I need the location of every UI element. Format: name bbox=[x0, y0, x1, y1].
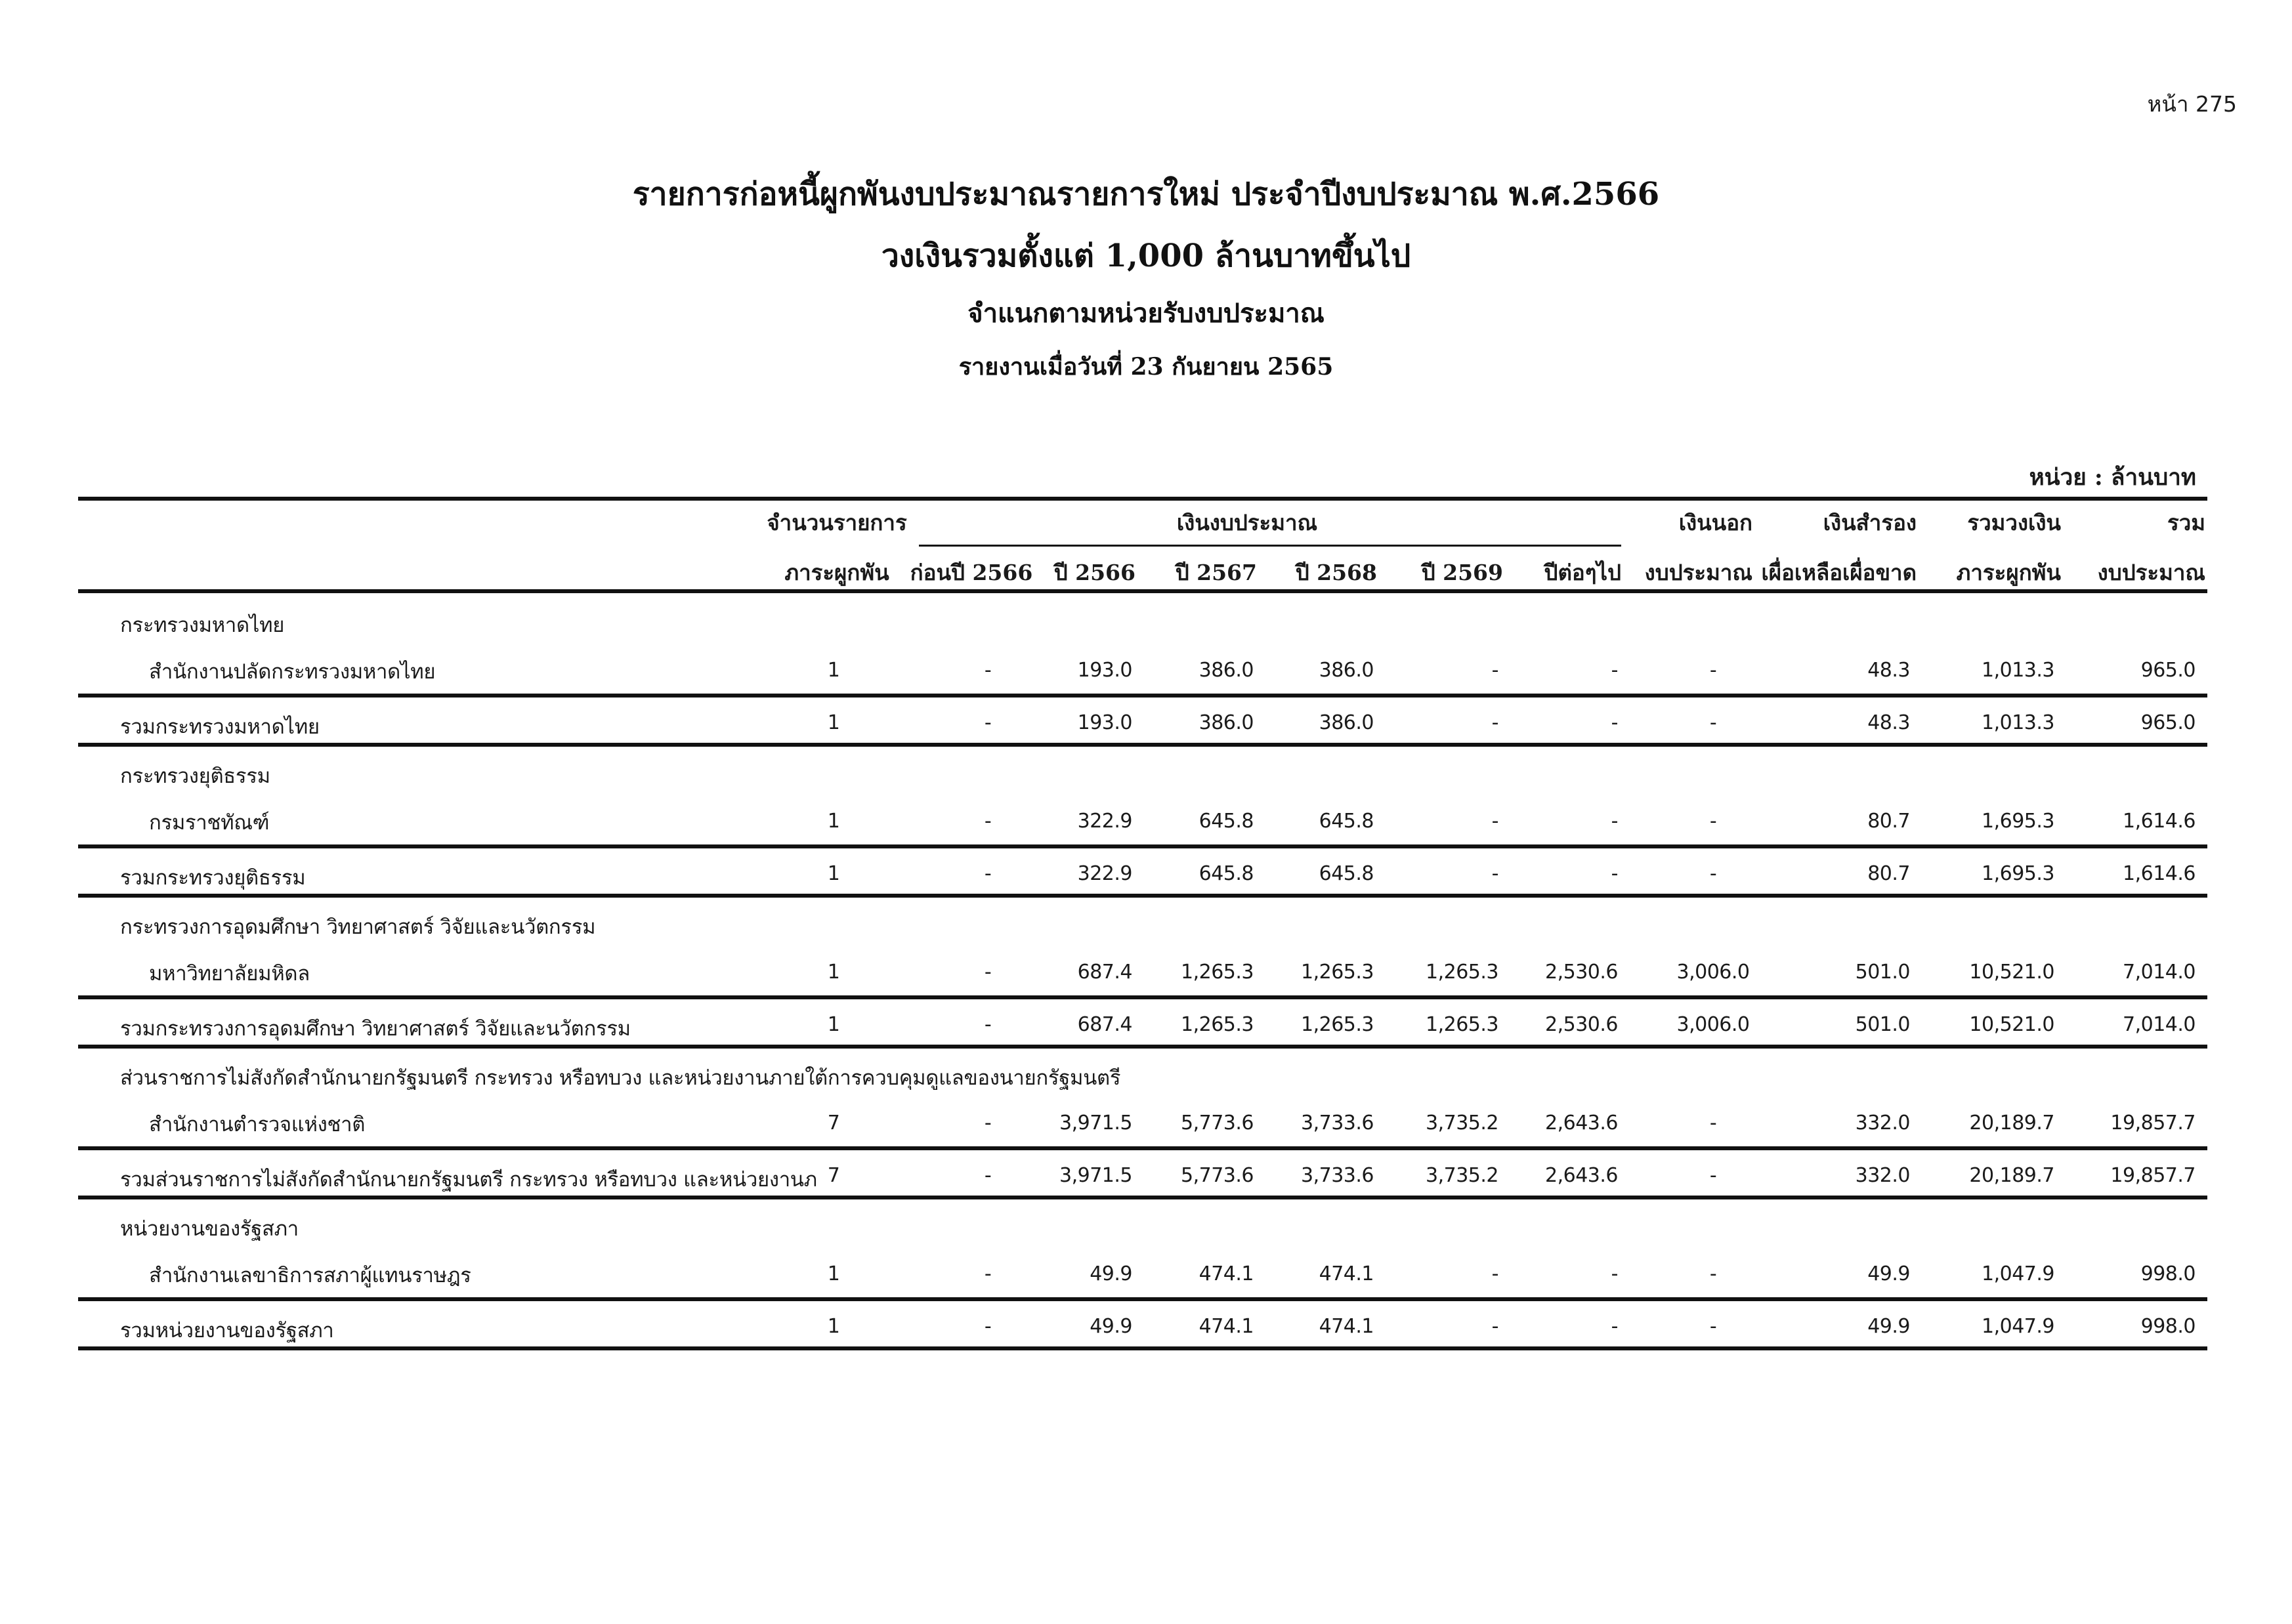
agency-value-before-2566: - bbox=[984, 961, 992, 984]
ministry-total-name: รวมกระทรวงยุติธรรม bbox=[120, 866, 306, 890]
agency-value-year-2568: 3,733.6 bbox=[1300, 1112, 1374, 1135]
ministry-total-name: รวมกระทรวงการอุดมศึกษา วิทยาศาสตร์ วิจัยและนวัตกรรม bbox=[120, 1017, 631, 1041]
subtotal-top-rule bbox=[78, 1297, 2207, 1301]
ministry-total-value-before-2566: - bbox=[984, 711, 992, 734]
subtotal-bottom-rule bbox=[78, 1196, 2207, 1199]
ministry-name: ส่วนราชการไม่สังกัดสำนักนายกรัฐมนตรี กระทรวง หรือทบวง และหน่วยงานภายใต้การควบคุมดูแลของนายกรัฐมนตรี bbox=[120, 1066, 1121, 1090]
agency-value-year-2567: 1,265.3 bbox=[1180, 961, 1254, 984]
ministry-total-value-year-2567: 1,265.3 bbox=[1180, 1013, 1254, 1036]
ministry-total-value-off-budget: 3,006.0 bbox=[1676, 1013, 1750, 1036]
agency-value-total-obligation: 10,521.0 bbox=[1969, 961, 2054, 984]
agency-name: มหาวิทยาลัยมหิดล bbox=[149, 962, 310, 986]
agency-value-year-2567: 474.1 bbox=[1199, 1262, 1254, 1285]
header-year-2567: ปี 2567 bbox=[1175, 560, 1257, 585]
agency-value-year-2566: 193.0 bbox=[1077, 659, 1132, 682]
ministry-total-value-year-2566: 687.4 bbox=[1077, 1013, 1132, 1036]
ministry-total-value-year-2568: 474.1 bbox=[1319, 1315, 1374, 1338]
agency-value-count: 7 bbox=[827, 1112, 840, 1135]
ministry-total-value-off-budget: - bbox=[1709, 711, 1717, 734]
agency-value-year-2567: 645.8 bbox=[1199, 810, 1254, 833]
agency-value-count: 1 bbox=[827, 659, 840, 682]
agency-value-total-obligation: 1,013.3 bbox=[1981, 659, 2054, 682]
agency-value-count: 1 bbox=[827, 961, 840, 984]
ministry-total-value-reserve: 501.0 bbox=[1855, 1013, 1910, 1036]
agency-value-later-years: 2,530.6 bbox=[1544, 961, 1618, 984]
ministry-total-value-later-years: - bbox=[1611, 1315, 1618, 1338]
agency-value-total-budget: 1,614.6 bbox=[2122, 810, 2196, 833]
agency-value-total-budget: 998.0 bbox=[2140, 1262, 2196, 1285]
header-year-2569: ปี 2569 bbox=[1421, 560, 1503, 585]
agency-value-year-2569: 3,735.2 bbox=[1425, 1112, 1498, 1135]
table-top-rule bbox=[78, 497, 2207, 501]
agency-value-later-years: - bbox=[1611, 1262, 1618, 1285]
ministry-total-value-count: 1 bbox=[827, 711, 840, 734]
agency-value-reserve: 49.9 bbox=[1867, 1262, 1910, 1285]
ministry-total-name: รวมส่วนราชการไม่สังกัดสำนักนายกรัฐมนตรี กระทรวง หรือทบวง และหน่วยงานภ bbox=[120, 1168, 817, 1192]
ministry-total-value-year-2566: 3,971.5 bbox=[1059, 1164, 1132, 1187]
subtotal-bottom-rule bbox=[78, 743, 2207, 747]
ministry-name: กระทรวงมหาดไทย bbox=[120, 614, 285, 637]
ministry-total-value-total-obligation: 1,695.3 bbox=[1981, 862, 2054, 885]
header-year-2568: ปี 2568 bbox=[1295, 560, 1377, 585]
agency-value-reserve: 80.7 bbox=[1867, 810, 1910, 833]
ministry-total-value-year-2569: - bbox=[1491, 1315, 1498, 1338]
ministry-total-value-count: 1 bbox=[827, 862, 840, 885]
header-reserve-line2: เผื่อเหลือเผื่อขาด bbox=[1761, 560, 1917, 585]
ministry-total-value-reserve: 49.9 bbox=[1867, 1315, 1910, 1338]
subtotal-top-rule bbox=[78, 1146, 2207, 1150]
header-count-line2: ภาระผูกพัน bbox=[784, 560, 889, 585]
ministry-total-value-total-budget: 965.0 bbox=[2140, 711, 2196, 734]
ministry-total-value-before-2566: - bbox=[984, 1013, 992, 1036]
ministry-total-value-off-budget: - bbox=[1709, 862, 1717, 885]
agency-value-before-2566: - bbox=[984, 659, 992, 682]
header-total-budget-line1: รวม bbox=[2167, 510, 2205, 535]
ministry-total-value-total-budget: 998.0 bbox=[2140, 1315, 2196, 1338]
header-offbudget-line2: งบประมาณ bbox=[1644, 560, 1752, 585]
report-date: รายงานเมื่อวันที่ 23 กันยายน 2565 bbox=[958, 353, 1334, 381]
header-year-2566: ปี 2566 bbox=[1053, 560, 1135, 585]
unit-label: หน่วย : ล้านบาท bbox=[2029, 464, 2196, 491]
agency-value-year-2566: 687.4 bbox=[1077, 961, 1132, 984]
ministry-total-value-year-2566: 193.0 bbox=[1077, 711, 1132, 734]
ministry-total-value-before-2566: - bbox=[984, 1315, 992, 1338]
subtotal-bottom-rule bbox=[78, 894, 2207, 898]
agency-value-total-budget: 965.0 bbox=[2140, 659, 2196, 682]
agency-value-reserve: 332.0 bbox=[1855, 1112, 1910, 1135]
ministry-name: กระทรวงการอุดมศึกษา วิทยาศาสตร์ วิจัยและนวัตกรรม bbox=[120, 915, 596, 939]
agency-value-off-budget: - bbox=[1709, 659, 1717, 682]
report-subtitle-amount: วงเงินรวมตั้งแต่ 1,000 ล้านบาทขึ้นไป bbox=[881, 238, 1411, 274]
agency-value-year-2569: - bbox=[1491, 810, 1498, 833]
ministry-total-value-year-2568: 1,265.3 bbox=[1300, 1013, 1374, 1036]
subtotal-bottom-rule bbox=[78, 1346, 2207, 1350]
agency-value-year-2566: 322.9 bbox=[1077, 810, 1132, 833]
agency-value-reserve: 48.3 bbox=[1867, 659, 1910, 682]
agency-name: กรมราชทัณฑ์ bbox=[149, 811, 270, 835]
header-offbudget-line1: เงินนอก bbox=[1678, 510, 1752, 535]
ministry-total-value-reserve: 80.7 bbox=[1867, 862, 1910, 885]
ministry-total-value-year-2569: - bbox=[1491, 711, 1498, 734]
header-total-budget-line2: งบประมาณ bbox=[2097, 560, 2205, 585]
agency-value-total-obligation: 20,189.7 bbox=[1969, 1112, 2054, 1135]
header-budget-group: เงินงบประมาณ bbox=[1176, 510, 1318, 535]
agency-value-total-obligation: 1,047.9 bbox=[1981, 1262, 2054, 1285]
agency-value-year-2569: - bbox=[1491, 1262, 1498, 1285]
report-subtitle-classification: จำแนกตามหน่วยรับงบประมาณ bbox=[967, 298, 1325, 329]
agency-value-later-years: - bbox=[1611, 810, 1618, 833]
ministry-total-value-before-2566: - bbox=[984, 1164, 992, 1187]
ministry-total-value-year-2568: 386.0 bbox=[1319, 711, 1374, 734]
ministry-total-value-year-2567: 5,773.6 bbox=[1180, 1164, 1254, 1187]
ministry-total-value-later-years: - bbox=[1611, 711, 1618, 734]
ministry-total-value-year-2567: 386.0 bbox=[1199, 711, 1254, 734]
agency-value-year-2569: - bbox=[1491, 659, 1498, 682]
ministry-total-value-later-years: 2,643.6 bbox=[1544, 1164, 1618, 1187]
header-count-line1: จำนวนรายการ bbox=[767, 510, 907, 535]
header-reserve-line1: เงินสำรอง bbox=[1823, 510, 1917, 535]
header-total-obligation-line2: ภาระผูกพัน bbox=[1956, 560, 2061, 585]
ministry-total-value-off-budget: - bbox=[1709, 1315, 1717, 1338]
agency-value-count: 1 bbox=[827, 1262, 840, 1285]
agency-value-year-2569: 1,265.3 bbox=[1425, 961, 1498, 984]
agency-value-total-obligation: 1,695.3 bbox=[1981, 810, 2054, 833]
subtotal-top-rule bbox=[78, 694, 2207, 697]
agency-value-year-2567: 386.0 bbox=[1199, 659, 1254, 682]
agency-name: สำนักงานเลขาธิการสภาผู้แทนราษฎร bbox=[149, 1264, 471, 1287]
ministry-total-value-year-2567: 645.8 bbox=[1199, 862, 1254, 885]
agency-value-year-2567: 5,773.6 bbox=[1180, 1112, 1254, 1135]
subtotal-bottom-rule bbox=[78, 1045, 2207, 1049]
agency-value-off-budget: 3,006.0 bbox=[1676, 961, 1750, 984]
report-title: รายการก่อหนี้ผูกพันงบประมาณรายการใหม่ ประจำปีงบประมาณ พ.ศ.2566 bbox=[632, 176, 1660, 213]
agency-value-count: 1 bbox=[827, 810, 840, 833]
ministry-total-name: รวมหน่วยงานของรัฐสภา bbox=[120, 1319, 334, 1343]
ministry-total-value-total-obligation: 20,189.7 bbox=[1969, 1164, 2054, 1187]
agency-value-year-2566: 3,971.5 bbox=[1059, 1112, 1132, 1135]
ministry-total-value-year-2569: 3,735.2 bbox=[1425, 1164, 1498, 1187]
ministry-total-value-reserve: 48.3 bbox=[1867, 711, 1910, 734]
ministry-total-value-later-years: 2,530.6 bbox=[1544, 1013, 1618, 1036]
ministry-total-value-year-2568: 3,733.6 bbox=[1300, 1164, 1374, 1187]
ministry-total-value-year-2569: - bbox=[1491, 862, 1498, 885]
ministry-total-value-total-budget: 7,014.0 bbox=[2122, 1013, 2196, 1036]
agency-value-year-2568: 645.8 bbox=[1319, 810, 1374, 833]
ministry-total-value-count: 1 bbox=[827, 1315, 840, 1338]
agency-value-year-2566: 49.9 bbox=[1090, 1262, 1132, 1285]
header-later-years: ปีต่อๆไป bbox=[1544, 560, 1621, 585]
ministry-total-value-total-budget: 19,857.7 bbox=[2110, 1164, 2196, 1187]
subtotal-top-rule bbox=[78, 995, 2207, 999]
ministry-total-value-total-obligation: 1,047.9 bbox=[1981, 1315, 2054, 1338]
ministry-total-value-later-years: - bbox=[1611, 862, 1618, 885]
ministry-total-value-year-2568: 645.8 bbox=[1319, 862, 1374, 885]
agency-name: สำนักงานปลัดกระทรวงมหาดไทย bbox=[149, 660, 436, 684]
header-before-2566: ก่อนปี 2566 bbox=[910, 560, 1033, 585]
ministry-total-name: รวมกระทรวงมหาดไทย bbox=[120, 715, 320, 739]
agency-value-before-2566: - bbox=[984, 1262, 992, 1285]
agency-value-before-2566: - bbox=[984, 1112, 992, 1135]
ministry-total-value-year-2567: 474.1 bbox=[1199, 1315, 1254, 1338]
agency-value-later-years: - bbox=[1611, 659, 1618, 682]
page-number: หน้า 275 bbox=[2147, 91, 2237, 117]
ministry-total-value-reserve: 332.0 bbox=[1855, 1164, 1910, 1187]
subtotal-top-rule bbox=[78, 844, 2207, 848]
ministry-total-value-year-2566: 49.9 bbox=[1090, 1315, 1132, 1338]
ministry-total-value-total-obligation: 1,013.3 bbox=[1981, 711, 2054, 734]
ministry-name: กระทรวงยุติธรรม bbox=[120, 764, 270, 788]
ministry-name: หน่วยงานของรัฐสภา bbox=[120, 1217, 299, 1241]
agency-value-later-years: 2,643.6 bbox=[1544, 1112, 1618, 1135]
budget-group-underline bbox=[919, 545, 1621, 547]
agency-value-off-budget: - bbox=[1709, 810, 1717, 833]
agency-name: สำนักงานตำรวจแห่งชาติ bbox=[149, 1113, 366, 1136]
ministry-total-value-year-2566: 322.9 bbox=[1077, 862, 1132, 885]
agency-value-before-2566: - bbox=[984, 810, 992, 833]
ministry-total-value-before-2566: - bbox=[984, 862, 992, 885]
ministry-total-value-count: 1 bbox=[827, 1013, 840, 1036]
agency-value-year-2568: 474.1 bbox=[1319, 1262, 1374, 1285]
agency-value-year-2568: 1,265.3 bbox=[1300, 961, 1374, 984]
ministry-total-value-year-2569: 1,265.3 bbox=[1425, 1013, 1498, 1036]
agency-value-reserve: 501.0 bbox=[1855, 961, 1910, 984]
agency-value-off-budget: - bbox=[1709, 1262, 1717, 1285]
ministry-total-value-total-obligation: 10,521.0 bbox=[1969, 1013, 2054, 1036]
ministry-total-value-count: 7 bbox=[827, 1164, 840, 1187]
agency-value-off-budget: - bbox=[1709, 1112, 1717, 1135]
ministry-total-value-total-budget: 1,614.6 bbox=[2122, 862, 2196, 885]
ministry-total-value-off-budget: - bbox=[1709, 1164, 1717, 1187]
agency-value-total-budget: 19,857.7 bbox=[2110, 1112, 2196, 1135]
agency-value-total-budget: 7,014.0 bbox=[2122, 961, 2196, 984]
agency-value-year-2568: 386.0 bbox=[1319, 659, 1374, 682]
header-total-obligation-line1: รวมวงเงิน bbox=[1967, 510, 2061, 535]
